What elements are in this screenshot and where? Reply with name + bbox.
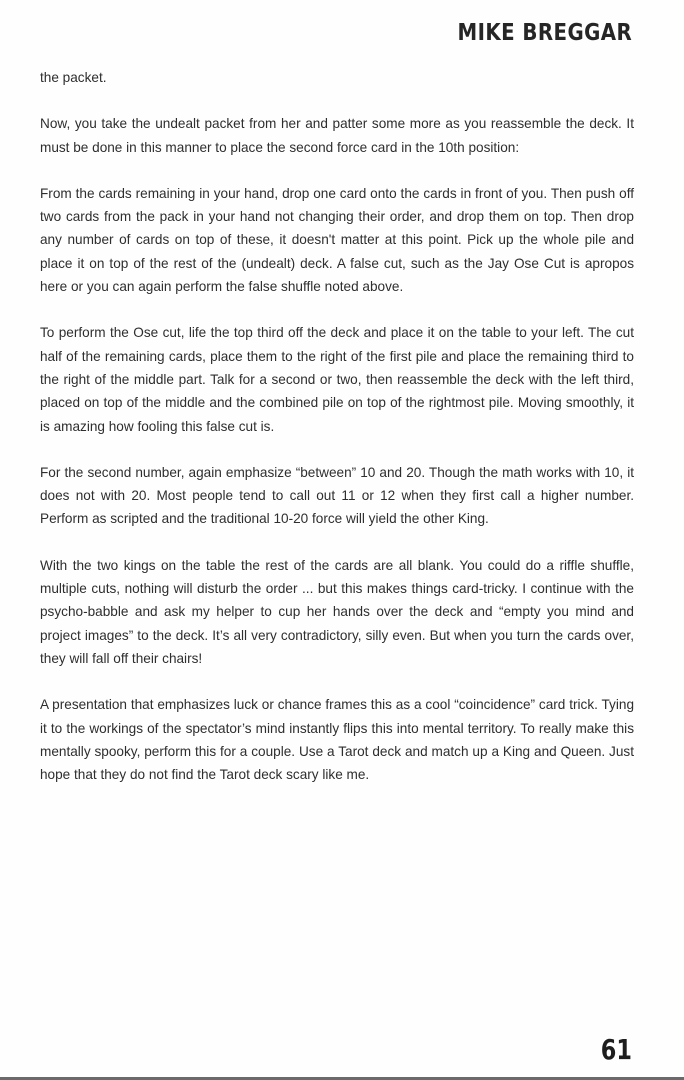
paragraph: Now, you take the undealt packet from her and patter some more as you reassemble the deck. It must be done in this manner to place the second force card in the 10th position: bbox=[40, 116, 634, 155]
body-text bbox=[40, 66, 634, 809]
paragraph: the packet. bbox=[40, 70, 107, 85]
running-header-author: MIKE BREGGAR bbox=[457, 20, 632, 46]
paragraph: With the two kings on the table the rest of the cards are all blank. You could do a riffle shuffle, multiple cuts, nothing will disturb the order ... but this makes things card-tricky. I continue with the psycho-babble and ask my helper to cup her hands over the deck and “empty you mind and project images” to the deck. It’s all very contradictory, silly even. But when you turn the cards over, they will fall off their chairs! bbox=[40, 557, 634, 666]
paragraph: A presentation that emphasizes luck or chance frames this as a cool “coincidence” card trick. Tying it to the workings of the spectator’s mind instantly flips this into mental territory. To really make this mentally spooky, perform this for a couple. Use a Tarot deck and match up a King and Queen. Just hope that they do not find the Tarot deck scary like me. bbox=[40, 697, 634, 783]
page-number: 61 bbox=[600, 1033, 632, 1066]
paragraph: For the second number, again emphasize “between” 10 and 20. Though the math works with 10, it does not with 20. Most people tend to call out 11 or 12 when they first call a higher number. Perform as scripted and the traditional 10-20 force will yield the other King. bbox=[40, 464, 634, 527]
paragraph: To perform the Ose cut, life the top third off the deck and place it on the table to your left. The cut half of the remaining cards, place them to the right of the first pile and place the remaining third to the right of the middle part. Talk for a second or two, then reassemble the deck with the left third, placed on top of the middle and the combined pile on top of the rightmost pile. Moving smoothly, it is amazing how fooling this false cut is. bbox=[40, 325, 634, 434]
paragraph: From the cards remaining in your hand, drop one card onto the cards in front of you. Then push off two cards from the pack in your hand not changing their order, and drop them on top. Then drop any number of cards on top of these, it doesn't matter at this point. Pick up the whole pile and place it on top of the rest of the (undealt) deck. A false cut, such as the Jay Ose Cut is apropos here or you can again perform the false shuffle noted above. bbox=[40, 185, 634, 295]
